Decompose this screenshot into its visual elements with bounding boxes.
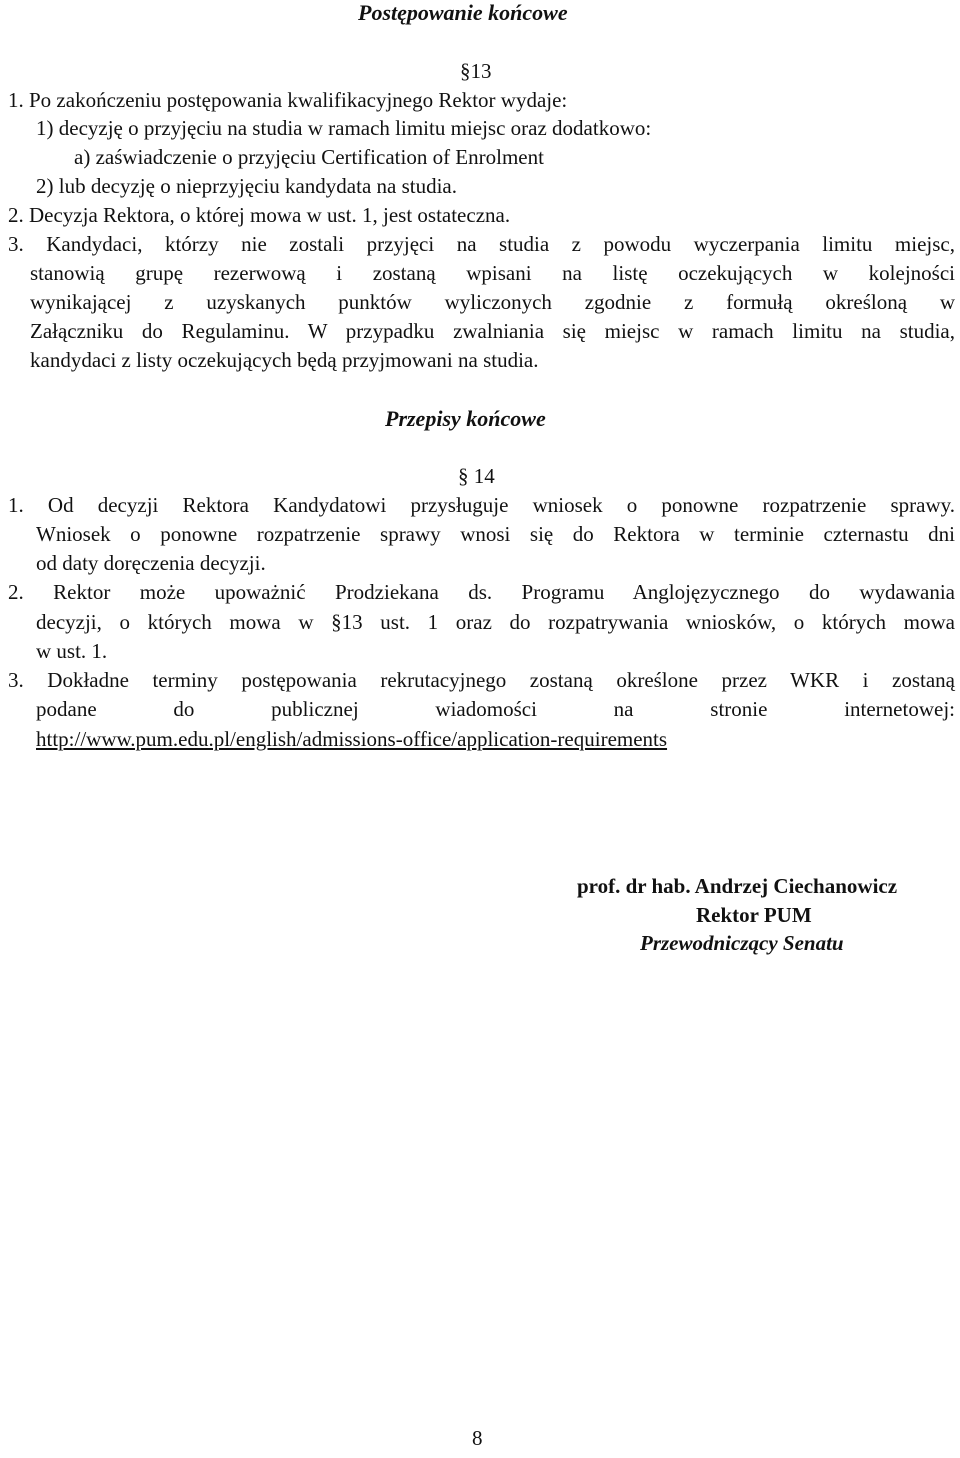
par14-item3-line2: podane do publicznej wiadomości na stronie internetowej: (36, 697, 955, 721)
par13-item3-line1: 3. Kandydaci, którzy nie zostali przyjęci na studia z powodu wyczerpania limitu miejsc, (8, 232, 955, 256)
par13-item1-point1: 1) decyzję o przyjęciu na studia w ramach limitu miejsc oraz dodatkowo: (36, 116, 652, 140)
par14-item1-line3: od daty doręczenia decyzji. (36, 551, 266, 575)
par14-item2-line2: decyzji, o których mowa w §13 ust. 1 oraz do rozpatrywania wniosków, o których mowa (36, 610, 955, 634)
par14-item3-line1: 3. Dokładne terminy postępowania rekrutacyjnego zostaną określone przez WKR i zostaną (8, 668, 955, 692)
section-title-final-procedure: Postępowanie końcowe (358, 0, 568, 25)
par13-item1-point1a: a) zaświadczenie o przyjęciu Certification of Enrolment (74, 145, 544, 169)
paragraph-14-symbol: § 14 (458, 464, 495, 488)
par13-item3-line5: kandydaci z listy oczekujących będą przyjmowani na studia. (30, 348, 539, 372)
par14-item1-line1: 1. Od decyzji Rektora Kandydatowi przysługuje wniosek o ponowne rozpatrzenie sprawy. (8, 493, 955, 517)
par13-item3-line4: Załączniku do Regulaminu. W przypadku zwalniania się miejsc w ramach limitu na studia, (30, 319, 955, 343)
par14-item2-line1: 2. Rektor może upoważnić Prodziekana ds. Programu Anglojęzycznego do wydawania (8, 580, 955, 604)
par13-item1-point2: 2) lub decyzję o nieprzyjęciu kandydata na studia. (36, 174, 458, 198)
admissions-link[interactable]: http://www.pum.edu.pl/english/admissions-office/application-requirements (36, 727, 668, 751)
signature-role: Przewodniczący Senatu (640, 931, 844, 955)
par13-item2: 2. Decyzja Rektora, o której mowa w ust. 1, jest ostateczna. (8, 203, 511, 227)
section-title-final-provisions: Przepisy końcowe (385, 406, 546, 431)
par14-item1-line2: Wniosek o ponowne rozpatrzenie sprawy wnosi się do Rektora w terminie czternastu dni (36, 522, 955, 546)
paragraph-13-symbol: §13 (460, 59, 492, 83)
par14-item2-line3: w ust. 1. (36, 639, 108, 663)
par13-item3-line3: wynikającej z uzyskanych punktów wyliczonych zgodnie z formułą określoną w (30, 290, 955, 314)
signature-name: prof. dr hab. Andrzej Ciechanowicz (577, 874, 898, 898)
signature-position: Rektor PUM (696, 903, 812, 927)
page-number: 8 (472, 1426, 483, 1450)
par13-item1: 1. Po zakończeniu postępowania kwalifikacyjnego Rektor wydaje: (8, 88, 568, 112)
par13-item3-line2: stanowią grupę rezerwową i zostaną wpisani na listę oczekujących w kolejności (30, 261, 955, 285)
